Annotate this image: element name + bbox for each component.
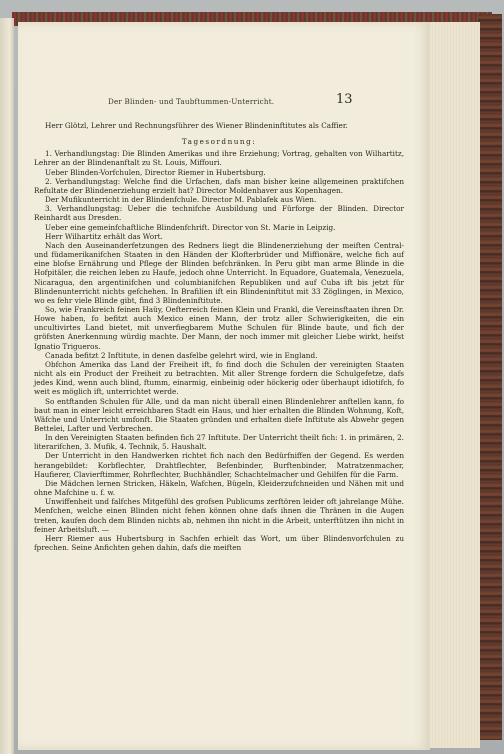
paragraph: Ueber Blinden-Vorfchulen, Director Riemer in Hubertsburg.	[45, 167, 266, 177]
paragraph: 1. Verhandlungstag: Die Blinden Amerikas und ihre Erziehung; Vortrag, gehalten von Wilhartitz, Lehrer an der Blindenanftalt zu St. Louis, Miffouri.	[34, 149, 404, 168]
paragraph: Herr Glötzl, Lehrer und Rechnungsführer des Wiener Blindeninftitutes als Caffier.	[45, 121, 348, 130]
paragraph: Ueber eine gemeinfchaftliche Blindenfchrift. Director von St. Marie in Leipzig.	[45, 222, 336, 232]
paragraph: Die Mädchen lernen Stricken, Häkeln, Wafchen, Bügeln, Kleiderzufchneiden und Nähen mit und ohne Mafchine u. f. w.	[34, 478, 404, 498]
paragraph: So, wie Frankreich feinen Haüy, Oefterreich feinen Klein und Frankl, die Vereinsftaaten ihren Dr. Howe haben, fo befitzt auch Mexico einen Mann, der trotz aller Schwierigkeiten, die ein uncultivirtes Land bietet, mit unverfiegbarem Muthe Schulen für Blinde baute, und fich der gröfsten Anerkennung würdig machte. Der Mann, der noch immer mit gleicher Liebe wirkt, heifst Ignatio Trigueros.	[34, 304, 404, 351]
paragraph: Herr Riemer aus Hubertsburg in Sachfen erhielt das Wort, um über Blindenvorfchulen zu fprechen. Seine Anfichten gehen dahin, dafs die meiften	[34, 533, 404, 553]
running-head: Der Blinden- und Taubftummen-Unterricht.	[108, 97, 275, 106]
paragraph: Nach den Auseinanderfetzungen des Redners liegt die Blindenerziehung der meiften Central- und füdamerikanifchen Staaten in den Händen der Klofterbrüder und Miffionäre, welche fich auf eine blofse Ernährung und Pflege der Blinden befchränken. In Peru gibt man arme Blinde in die Hofpitäler, die reichen leben zu Haufe, jedoch ohne Unterricht. In Equadore, Guatemala, Venezuela, Nicaragua, den argentinifchen und columbianifchen Republiken und auf Cuba ift bis jetzt für Blindenunterricht nichts gefchehen. In Brafilien ift ein Blindeninftitut mit 33 Zöglingen, in Mexico, wo es fehr viele Blinde gibt, find 3 Blindeninftitute.	[34, 240, 404, 305]
facing-page-edge	[0, 18, 14, 754]
paragraph: Herr Wilhartitz erhält das Wort.	[45, 231, 163, 241]
page-number: 13	[336, 92, 353, 107]
page-stack-edge	[430, 22, 480, 748]
paragraph: Der Mufikunterricht in der Blindenfchule. Director M. Pablafek aus Wien.	[45, 195, 317, 205]
paragraph: 2. Verhandlungstag: Welche find die Urfachen, dafs man bisher keine allgemeinen praktifchen Refultate der Blindenerziehung erzielt hat? Director Moldenhaver aus Kopenhagen.	[34, 176, 404, 195]
paragraph: So entftanden Schulen für Alle, und da man nicht überall einen Blindenlehrer anftellen kann, fo baut man in einer leicht erreichbaren Stadt ein Haus, und hier erhalten die Blinden Wohnung, Koft, Wäfche und Unterricht umfonft. Die Staaten gründen und erhalten diefe Inftitute als Abwehr gegen Bettelei, Lafter und Verbrechen.	[34, 396, 404, 433]
paragraph: 3. Verhandlungstag: Ueber die technifche Ausbildung und Fürforge der Blinden. Director Reinhardt aus Dresden.	[34, 204, 404, 223]
book-cover-edge	[478, 14, 502, 740]
paragraph: Der Unterricht in den Handwerken richtet fich nach den Bedürfniffen der Gegend. Es werden herangebildet: Korbflechter, Drahtflechter, Befenbinder, Burftenbinder, Matratzenmacher, Haufierer, Clavierftimmer, Rohrflechter, Buchhändler, Schachtelmacher und Gehilfen für die Farm.	[34, 451, 404, 479]
body-text	[34, 121, 404, 552]
paragraph: Obfchon Amerika das Land der Freiheit ift, fo find doch die Schulen der vereinigten Staaten nicht als ein Product der Freiheit zu betrachten. Mit aller Strenge fordern die Schulgefetze, dafs jedes Kind, wenn auch blind, ftumm, einarmig, einbeinig oder höckerig oder überhaupt idiotifch, fo weit es möglich ift, unterrichtet werde.	[34, 359, 404, 397]
section-heading: Tagesordnung:	[181, 137, 257, 147]
paragraph: Unwiffenheit und falfches Mitgefühl des grofsen Publicums zerftören leider oft jahrelange Mühe. Menfchen, welche einen Blinden nicht fehen können ohne dafs ihnen die Thränen in die Augen treten, kaufen doch dem Blinden nichts ab, nehmen ihn nicht in die Arbeit, unterftützen ihn nicht in feiner Arbeitsluft. —	[34, 497, 404, 534]
paragraph: Canada befitzt 2 Inftitute, in denen dasfelbe gelehrt wird, wie in England.	[45, 350, 318, 360]
paragraph: In den Vereinigten Staaten befinden fich 27 Inftitute. Der Unterricht theilt fich: 1. in primären, 2. literarifchen, 3. Mufik, 4. Technik, 5. Haushalt.	[34, 433, 404, 452]
